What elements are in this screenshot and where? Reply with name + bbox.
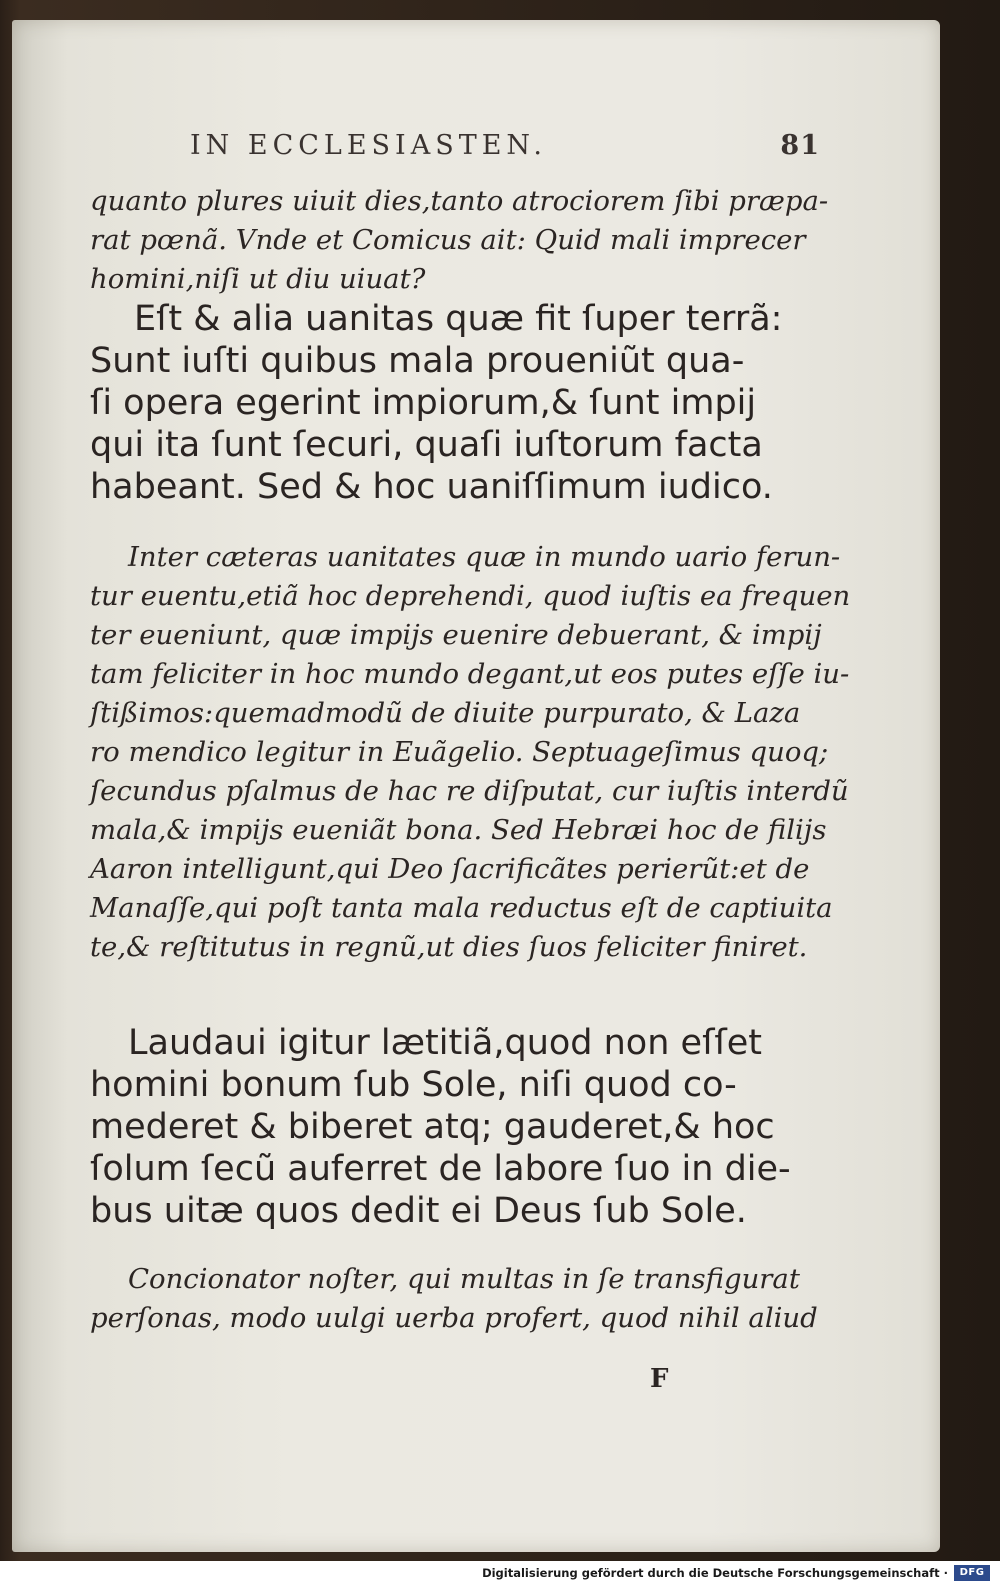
text-line: homini,niſi ut diu uiuat?: [90, 263, 426, 295]
text-line: ter eueniunt, quæ impijs euenire debuerant, & impij: [90, 619, 822, 651]
scripture-verse: [90, 1022, 791, 1232]
text-line: bus uitæ quos dedit ei Deus ſub Sole.: [90, 1191, 747, 1231]
page-number: 81: [780, 130, 820, 161]
funding-credit: Digitalisierung gefördert durch die Deutsche Forschungsgemeinschaft ·: [482, 1566, 948, 1580]
text-line: ſi opera egerint impiorum,& ſunt impij: [90, 383, 757, 423]
text-line: perſonas, modo uulgi uerba profert, quod nihil aliud: [90, 1302, 818, 1334]
text-line: ro mendico legitur in Euãgelio. Septuageſimus quoq;: [90, 736, 829, 768]
text-line: rat pœnã. Vnde et Comicus ait: Quid mali imprecer: [90, 224, 806, 256]
text-line: ſecundus pſalmus de hac re diſputat, cur iuſtis interdũ: [90, 775, 849, 807]
text-line: Aaron intelligunt,qui Deo ſacrificãtes perierũt:et de: [90, 853, 810, 885]
text-line: Concionator noſter, qui multas in ſe transfigurat: [128, 1263, 800, 1295]
book-page: [12, 20, 940, 1552]
text-line: habeant. Sed & hoc uaniſſimum iudico.: [90, 467, 773, 507]
text-line: Inter cæteras uanitates quæ in mundo uario ferun-: [128, 541, 841, 573]
commentary-paragraph: [90, 538, 850, 967]
text-line: ſtißimos:quemadmodũ de diuite purpurato, & Laza: [90, 697, 801, 729]
text-line: ſolum ſecũ auferret de labore ſuo in die-: [90, 1149, 791, 1189]
text-line: mala,& impijs eueniãt bona. Sed Hebræi hoc de filijs: [90, 814, 827, 846]
scripture-verse: [90, 298, 782, 508]
commentary-paragraph: [90, 1260, 818, 1338]
signature-mark: F: [650, 1364, 669, 1394]
text-line: quanto plures uiuit dies,tanto atrociorem ſibi præpa-: [90, 185, 829, 217]
commentary-paragraph: [90, 182, 828, 299]
text-line: qui ita ſunt ſecuri, quaſi iuſtorum facta: [90, 425, 763, 465]
text-line: Manaſſe,qui poſt tanta mala reductus eſt de captiuita: [90, 892, 833, 924]
text-line: Laudaui igitur lætitiã,quod non eſſet: [128, 1023, 762, 1063]
running-title: IN ECCLESIASTEN.: [190, 130, 547, 161]
text-line: Eſt & alia uanitas quæ fit ſuper terrã:: [134, 299, 783, 339]
text-line: mederet & biberet atq; gauderet,& hoc: [90, 1107, 775, 1147]
dfg-logo-icon: DFG: [954, 1565, 990, 1581]
text-line: tur euentu,etiã hoc deprehendi, quod iuſtis ea frequen: [90, 580, 851, 612]
text-line: Sunt iuſti quibus mala proueniũt qua-: [90, 341, 745, 381]
text-line: tam feliciter in hoc mundo degant,ut eos putes eſſe iu-: [90, 658, 850, 690]
running-head: [190, 130, 820, 170]
text-line: homini bonum ſub Sole, niſi quod co-: [90, 1065, 737, 1105]
text-line: te,& reſtitutus in regnũ,ut dies ſuos feliciter finiret.: [90, 931, 808, 963]
footer-bar: [0, 1561, 1000, 1587]
